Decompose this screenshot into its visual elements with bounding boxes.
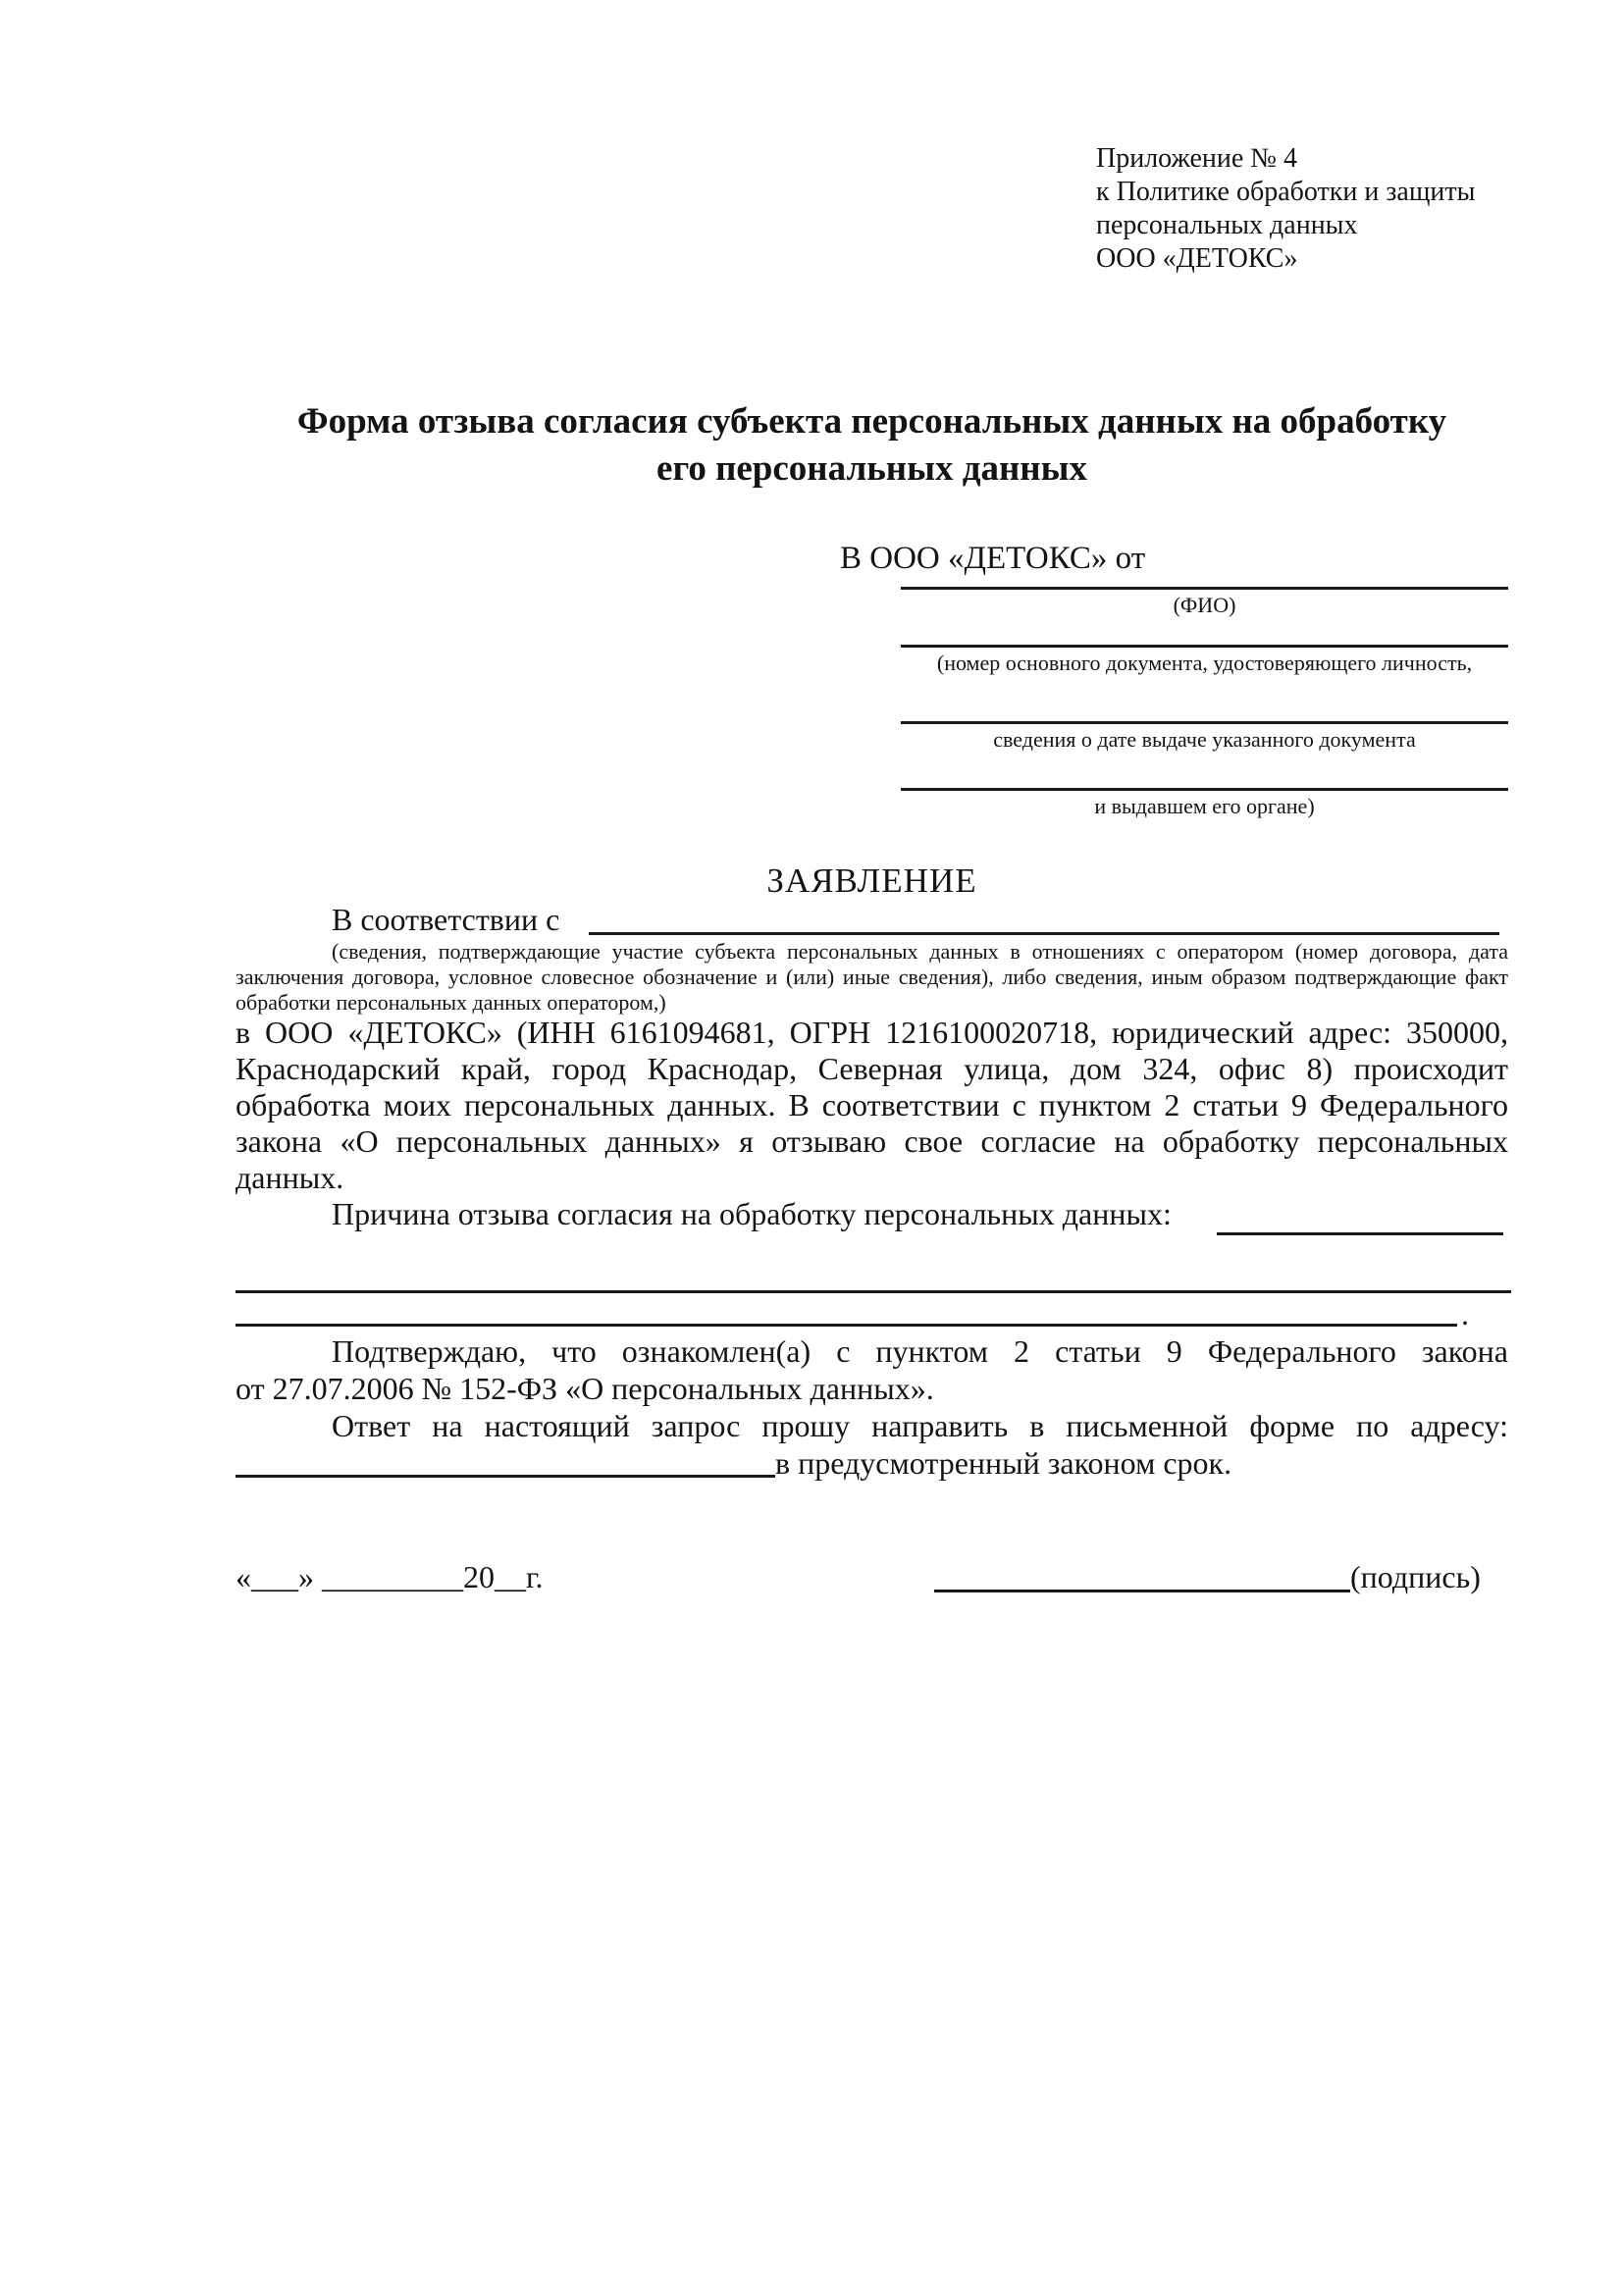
issuing-authority-field-line (901, 788, 1508, 791)
reason-blank-line (1217, 1232, 1503, 1235)
accordance-lead: В соответствии с (332, 902, 560, 937)
accordance-caption (236, 939, 1508, 1016)
accordance-caption-line: заключения договора, условное словесное обозначение и (или) иные сведения), либо сведения, иным образом подтверждающие факт (236, 965, 1508, 989)
signature-caption: (подпись) (1350, 1559, 1481, 1594)
page-title-line: его персональных данных (656, 448, 1087, 489)
issue-date-field-caption: сведения о дате выдаче указанного документа (993, 727, 1416, 752)
reason-blank-line-2 (236, 1290, 1511, 1293)
confirmation-paragraph (236, 1332, 1508, 1407)
statement-heading: ЗАЯВЛЕНИЕ (766, 861, 977, 900)
accordance-caption-line: обработки персональных данных оператором,) (236, 990, 666, 1015)
response-tail: в предусмотренный законом срок. (775, 1445, 1232, 1481)
fio-field-caption: (ФИО) (1173, 593, 1236, 617)
body-paragraph-line: данных. (236, 1160, 344, 1195)
document-number-field-caption: (номер основного документа, удостоверяющего личность, (936, 651, 1473, 675)
response-address-blank-line (236, 1475, 775, 1478)
reason-lead: Причина отзыва согласия на обработку персональных данных: (332, 1196, 1172, 1231)
appendix-header-line: персональных данных (1096, 210, 1358, 240)
page-title (236, 398, 1508, 493)
signature-blank-line (934, 1590, 1350, 1592)
appendix-header-line: Приложение № 4 (1096, 143, 1297, 174)
appendix-header-line: ООО «ДЕТОКС» (1096, 243, 1298, 274)
date-line: «___» _________20__г. (236, 1559, 544, 1594)
reason-blank-line-3 (236, 1324, 1457, 1327)
response-lead: Ответ на настоящий запрос прошу направить в письменной форме по адресу: (332, 1408, 1508, 1443)
blank-line-period: . (1461, 1296, 1469, 1331)
body-paragraph (236, 1015, 1508, 1196)
body-paragraph-line: Краснодарский край, город Краснодар, Северная улица, дом 324, офис 8) происходит (236, 1051, 1508, 1086)
issue-date-field-line (901, 721, 1508, 724)
issuing-authority-field-caption: и выдавшем его органе) (1094, 794, 1315, 818)
document-number-field-line (901, 645, 1508, 648)
accordance-caption-line: (сведения, подтверждающие участие субъекта персональных данных в отношениях с оператором (номер договора, дата (332, 939, 1508, 964)
fio-field-line (901, 587, 1508, 590)
confirmation-line: Подтверждаю, что ознакомлен(а) с пунктом 2 статьи 9 Федерального закона (332, 1333, 1508, 1369)
appendix-header-line: к Политике обработки и защиты (1096, 177, 1476, 207)
addressee-to-line: В ООО «ДЕТОКС» от (840, 541, 1146, 576)
body-paragraph-line: в ООО «ДЕТОКС» (ИНН 6161094681, ОГРН 1216100020718, юридический адрес: 350000, (236, 1015, 1508, 1050)
page-title-line: Форма отзыва согласия субъекта персональных данных на обработку (296, 401, 1447, 442)
body-paragraph-line: обработка моих персональных данных. В соответствии с пунктом 2 статьи 9 Федерального (236, 1087, 1508, 1122)
body-paragraph-line: закона «О персональных данных» я отзываю свое согласие на обработку персональных (236, 1123, 1508, 1159)
confirmation-line: от 27.07.2006 № 152-ФЗ «О персональных данных». (236, 1371, 934, 1406)
appendix-header (1096, 142, 1518, 276)
accordance-blank-line (589, 932, 1499, 935)
